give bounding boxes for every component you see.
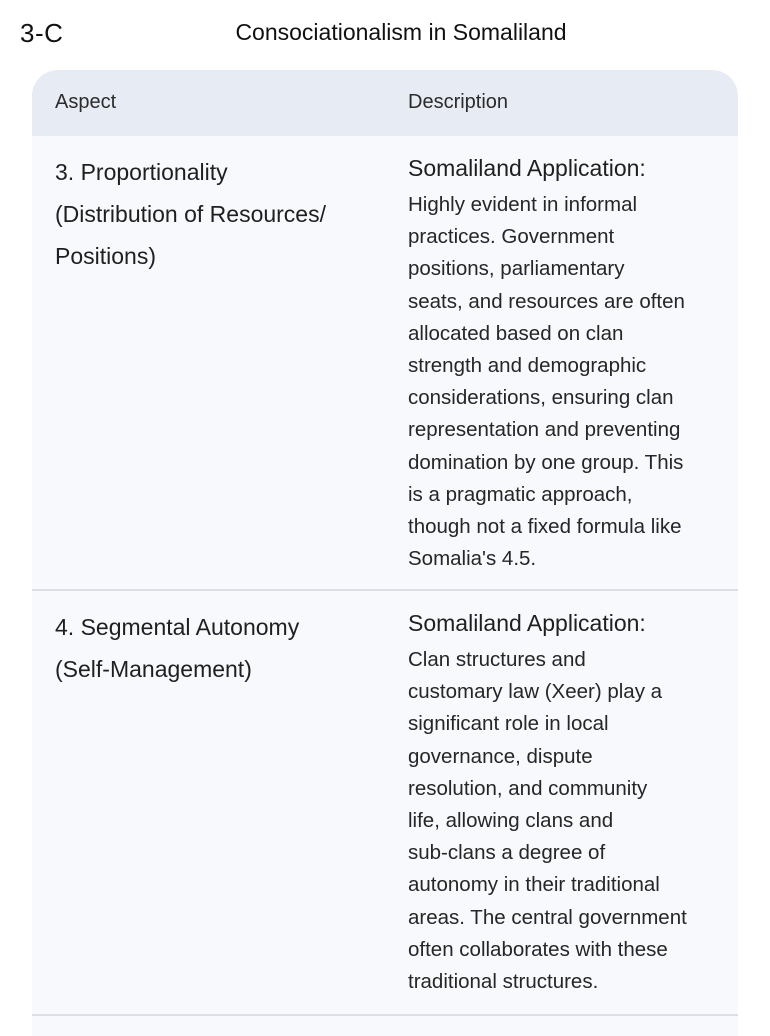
page-label: 3-C <box>20 18 64 48</box>
description-line: Clan structures and <box>408 648 586 671</box>
description-text <box>408 644 738 998</box>
description-line: autonomy in their traditional <box>408 873 660 897</box>
description-line: areas. The central government <box>408 905 687 929</box>
table-row <box>32 136 738 591</box>
description-line: practices. Government <box>408 225 615 249</box>
description-line: life, allowing clans and <box>408 809 614 833</box>
description-line: often collaborates with these <box>408 937 668 961</box>
description-line: significant role in local <box>408 712 609 736</box>
description-line: seats, and resources are often <box>408 289 685 313</box>
application-label: Somaliland Application: <box>408 155 646 181</box>
description-text <box>408 189 738 575</box>
table-row-partial <box>32 1016 738 1036</box>
aspect-line: (Self-Management) <box>55 656 252 682</box>
description-line: Somalia's 4.5. <box>408 547 537 571</box>
description-line: governance, dispute <box>408 744 593 768</box>
description-cell <box>408 151 738 575</box>
aspect-line: (Distribution of Resources/ <box>55 201 326 227</box>
aspect-line: Positions) <box>55 243 156 269</box>
description-line: considerations, ensuring clan <box>408 386 674 410</box>
description-line: though not a fixed formula like <box>408 515 682 539</box>
table-row <box>32 591 738 1016</box>
description-line: Highly evident in informal <box>408 193 638 216</box>
description-line: representation and preventing <box>408 418 681 442</box>
page-title: Consociationalism in Somaliland <box>235 19 567 45</box>
aspect-cell <box>55 606 385 690</box>
header-description: Description <box>408 91 509 113</box>
consociationalism-table <box>32 70 738 1036</box>
table-header <box>32 70 738 136</box>
description-line: strength and demographic <box>408 354 647 378</box>
aspect-line: 3. Proportionality <box>55 159 228 185</box>
description-line: allocated based on clan <box>408 321 624 345</box>
cropped-previous-text <box>0 0 770 2</box>
aspect-cell <box>55 151 385 277</box>
application-label: Somaliland Application: <box>408 610 646 636</box>
description-cell <box>408 606 738 998</box>
description-line: sub-clans a degree of <box>408 841 606 865</box>
header-aspect: Aspect <box>55 91 117 113</box>
description-line: traditional structures. <box>408 970 599 994</box>
description-line: resolution, and community <box>408 776 648 800</box>
description-line: customary law (Xeer) play a <box>408 680 663 704</box>
description-line: domination by one group. This <box>408 450 684 474</box>
aspect-line: 4. Segmental Autonomy <box>55 614 300 640</box>
description-line: positions, parliamentary <box>408 257 625 281</box>
description-line: is a pragmatic approach, <box>408 482 633 506</box>
